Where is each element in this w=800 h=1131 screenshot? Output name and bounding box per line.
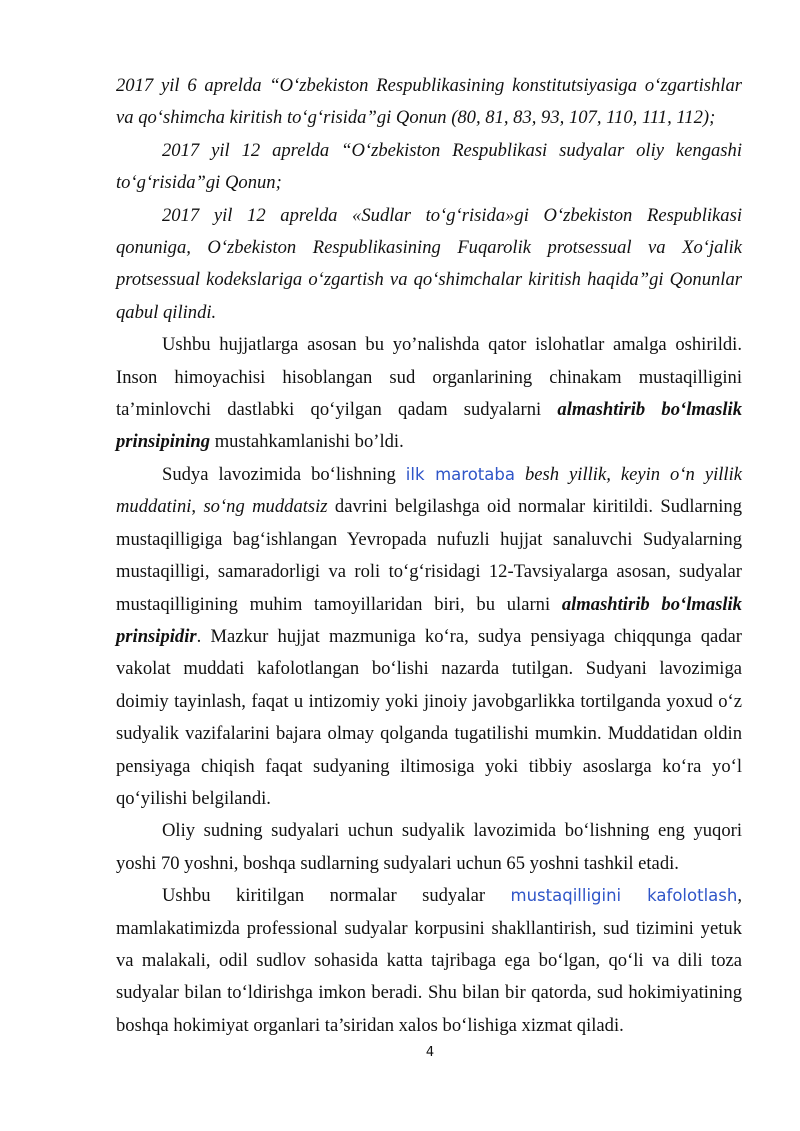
document-page (116, 70, 742, 1042)
paragraph-text: , (191, 496, 204, 518)
law-paragraph-supreme-council: 2017 yil 12 aprelda “O‘zbekiston Respublikasi sudyalar oliy kengashi to‘g‘risida”gi Qonun; (116, 139, 742, 194)
paragraph-text: mustahkamlanishi bo’ldi. (210, 431, 404, 453)
paragraph-guarantee (116, 880, 742, 1042)
paragraph-text: davrini belgilashga oid normalar kiritildi. Sudlarning mustaqilligiga bag‘ishlangan Yevropada nufuzli hujjat sanaluvchi Sudyalarning mustaqilligi, samaradorligi va roli to‘g‘risidagi 12-Tavsiyalarga asosan, sudyalar mustaqilligining muhim tamoyillaridan biri, bu ularni (116, 496, 742, 615)
paragraph-text: , mamlakatimizda professional sudyalar korpusini shakllantirish, sud tizimini yetuk va malakali, odil sudlov sohasida katta tajribaga ega bo‘lgan, qo‘li va dili toza sudyalar bilan to‘ldirishga imkon beradi. Shu bilan bir qatorda, sud hokimiyatining boshqa hokimiyat organlari ta’siridan xalos bo‘lishiga xizmat qiladi. (116, 885, 742, 1036)
paragraph-term (116, 459, 742, 815)
paragraph-text: Ushbu hujjatlarga asosan bu yo’nalishda qator islohatlar amalga oshirildi. Inson himoyachisi hisoblangan sud organlarining chinakam mustaqilligini ta’minlovchi dastlabki qo‘yilgan qadam sudyalarni (116, 334, 742, 421)
paragraph-text: Ushbu kiritilgan normalar sudyalar (162, 885, 511, 907)
highlight-independence: mustaqilligini kafolotlash (510, 886, 738, 906)
paragraph-age-limit: Oliy sudning sudyalari uchun sudyalik lavozimida bo‘lishning eng yuqori yoshi 70 yoshni, boshqa sudlarning sudyalari uchun 65 yoshni tashkil etadi. (116, 820, 742, 874)
law-paragraph-constitution: 2017 yil 6 aprelda “O‘zbekiston Respublikasining konstitutsiyasiga o‘zgartishlar va qo‘shimcha kiritish to‘g‘risida”gi Qonun (80, 81, 83, 93, 107, 110, 111, 112); (116, 75, 742, 129)
emphasis-indefinite: so‘ng muddatsiz (203, 496, 328, 518)
paragraph-text: Sudya lavozimida bo‘lishning (162, 463, 406, 485)
emphasis-term: besh yillik, keyin o‘n yillik muddatini (116, 463, 742, 518)
emphasis-principle: almashtirib bo‘lmaslik prinsipidir (116, 593, 742, 647)
highlight-first-time: ilk marotaba (405, 464, 515, 484)
emphasis-irremovability: almashtirib bo‘lmaslik prinsipining (116, 399, 742, 453)
paragraph-reforms (116, 329, 742, 459)
law-paragraph-courts: 2017 yil 12 aprelda «Sudlar to‘g‘risida»gi O‘zbekiston Respublikasi qonuniga, O‘zbekiston Respublikasining Fuqarolik protsessual va Xo‘jalik protsessual kodekslariga o‘zgartish va qo‘shimchalar kiritish haqida”gi Qonunlar qabul qilindi. (116, 204, 742, 323)
paragraph-text: . Mazkur hujjat mazmuniga ko‘ra, sudya pensiyaga chiqqunga qadar vakolat muddati kafolotlangan bo‘lishi nazarda tutilgan. Sudyani lavozimiga doimiy tayinlash, faqat u intizomiy yoki jinoiy javobgarlikka tortilganda yoxud o‘z sudyalik vazifalarini bajara olmay qolganda tugatilishi mumkin. Muddatidan oldin pensiyaga chiqish faqat sudyaning iltimosiga yoki tibbiy asoslarga ko‘ra yo‘l qo‘yilishi belgilandi. (116, 625, 742, 809)
page-number: 4 (425, 1045, 435, 1060)
